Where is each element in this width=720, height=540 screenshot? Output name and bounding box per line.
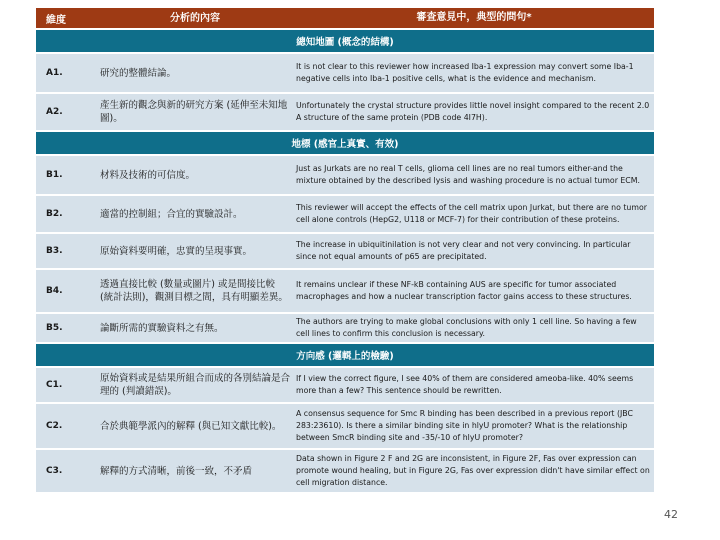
section-title: 總知地圖 (概念的結構) — [296, 37, 394, 48]
row-content: 原始資料要明確，忠實的呈現事實。 — [100, 245, 253, 257]
header-dimension: 維度 — [46, 14, 66, 26]
table-row — [36, 156, 654, 196]
table-row — [36, 234, 654, 270]
row-content: 適當的控制組；合宜的實驗設計。 — [100, 208, 243, 220]
table-row — [36, 270, 654, 314]
section-title: 地標 (感官上真實、有效) — [291, 139, 399, 150]
row-code: B2. — [46, 209, 63, 219]
table-row — [36, 54, 654, 94]
row-code: B4. — [46, 286, 63, 296]
row-code: B5. — [46, 323, 63, 333]
table-header — [36, 8, 654, 30]
row-content: 論斷所需的實驗資料之有無。 — [100, 322, 224, 334]
row-code: B1. — [46, 170, 63, 180]
header-analysis-content: 分析的內容 — [170, 12, 220, 24]
row-quote: A consensus sequence for Smc R binding has been described in a previous report (JBC 283:23610). Is there a similar binding site in hlyU promoter? What is the relationship between SmcR binding site and -35/-10 of hlyU promoter? — [296, 409, 633, 442]
row-content: 材料及技術的可信度。 — [100, 169, 196, 181]
table-row — [36, 404, 654, 450]
row-quote: Just as Jurkats are no real T cells, glioma cell lines are no real tumors either-and the mixture obtained by the described lysis and washing procedure is no actual tumor ECM. — [296, 164, 640, 185]
row-content: 合於典範學派內的解釋 (與已知文獻比較)。 — [100, 420, 282, 432]
row-quote: Unfortunately the crystal structure provides little novel insight compared to the recent 2.0 A structure of the same protein (PDB code 4I7H). — [296, 101, 650, 122]
review-dimension-table — [36, 8, 654, 494]
section-header-c — [36, 344, 654, 368]
row-quote: The authors are trying to make global conclusions with only 1 cell line. So having a few cell lines to confirm this conclusion is necessary. — [296, 317, 637, 338]
row-content: 原始資料或是結果所組合而成的各別結論是合理的 (判讀錯誤)。 — [100, 373, 291, 397]
row-content: 解釋的方式清晰，前後一致，不矛盾 — [100, 465, 253, 477]
table-row — [36, 450, 654, 494]
row-content: 研究的整體結論。 — [100, 67, 177, 79]
row-quote: It is not clear to this reviewer how increased Iba-1 expression may convert some Iba-1 negative cells into Iba-1 positive cells, what is the evidence and mechanism. — [296, 62, 634, 83]
table-row — [36, 368, 654, 404]
row-code: C2. — [46, 421, 63, 431]
row-quote: The increase in ubiquitinilation is not very clear and not very convincing. In particular since not equal amounts of p65 are precipitated. — [296, 240, 631, 261]
table-row — [36, 196, 654, 234]
row-quote: If I view the correct figure, I see 40% of them are considered ameoba-like. 40% seems more than a few? This sentence should be rewritten. — [296, 374, 634, 395]
row-content: 產生新的觀念與新的研究方案 (延伸至未知地圖)。 — [100, 100, 288, 124]
table-row — [36, 314, 654, 344]
header-typical-questions: 審查意見中，典型的問句* — [416, 12, 532, 23]
row-code: A2. — [46, 107, 63, 117]
row-code: C3. — [46, 466, 63, 476]
table-row — [36, 94, 654, 132]
page-number: 42 — [664, 508, 678, 521]
section-header-a — [36, 30, 654, 54]
row-code: C1. — [46, 380, 63, 390]
row-quote: It remains unclear if these NF-kB containing AUS are specific for tumor associated macrophages and how a nuclear transcription factor gains access to these structures. — [296, 280, 632, 301]
row-code: A1. — [46, 68, 63, 78]
row-quote: This reviewer will accept the effects of the cell matrix upon Jurkat, but there are no tumor cell alone controls (HepG2, U118 or MCF-7) for their contribution of these proteins. — [296, 203, 647, 224]
section-title: 方向感 (邏輯上的檢驗) — [296, 351, 394, 362]
row-content: 透過直接比較 (數量或圖片) 或是間接比較 (統計法則)，觀測目標之間，具有明顯差異。 — [100, 279, 288, 303]
section-header-b — [36, 132, 654, 156]
row-quote: Data shown in Figure 2 F and 2G are inconsistent, in Figure 2F, Fas over expression can promote wound healing, but in Figure 2G, Fas over expression didn't have similar effect on cell migration distance. — [296, 454, 650, 487]
row-code: B3. — [46, 246, 63, 256]
